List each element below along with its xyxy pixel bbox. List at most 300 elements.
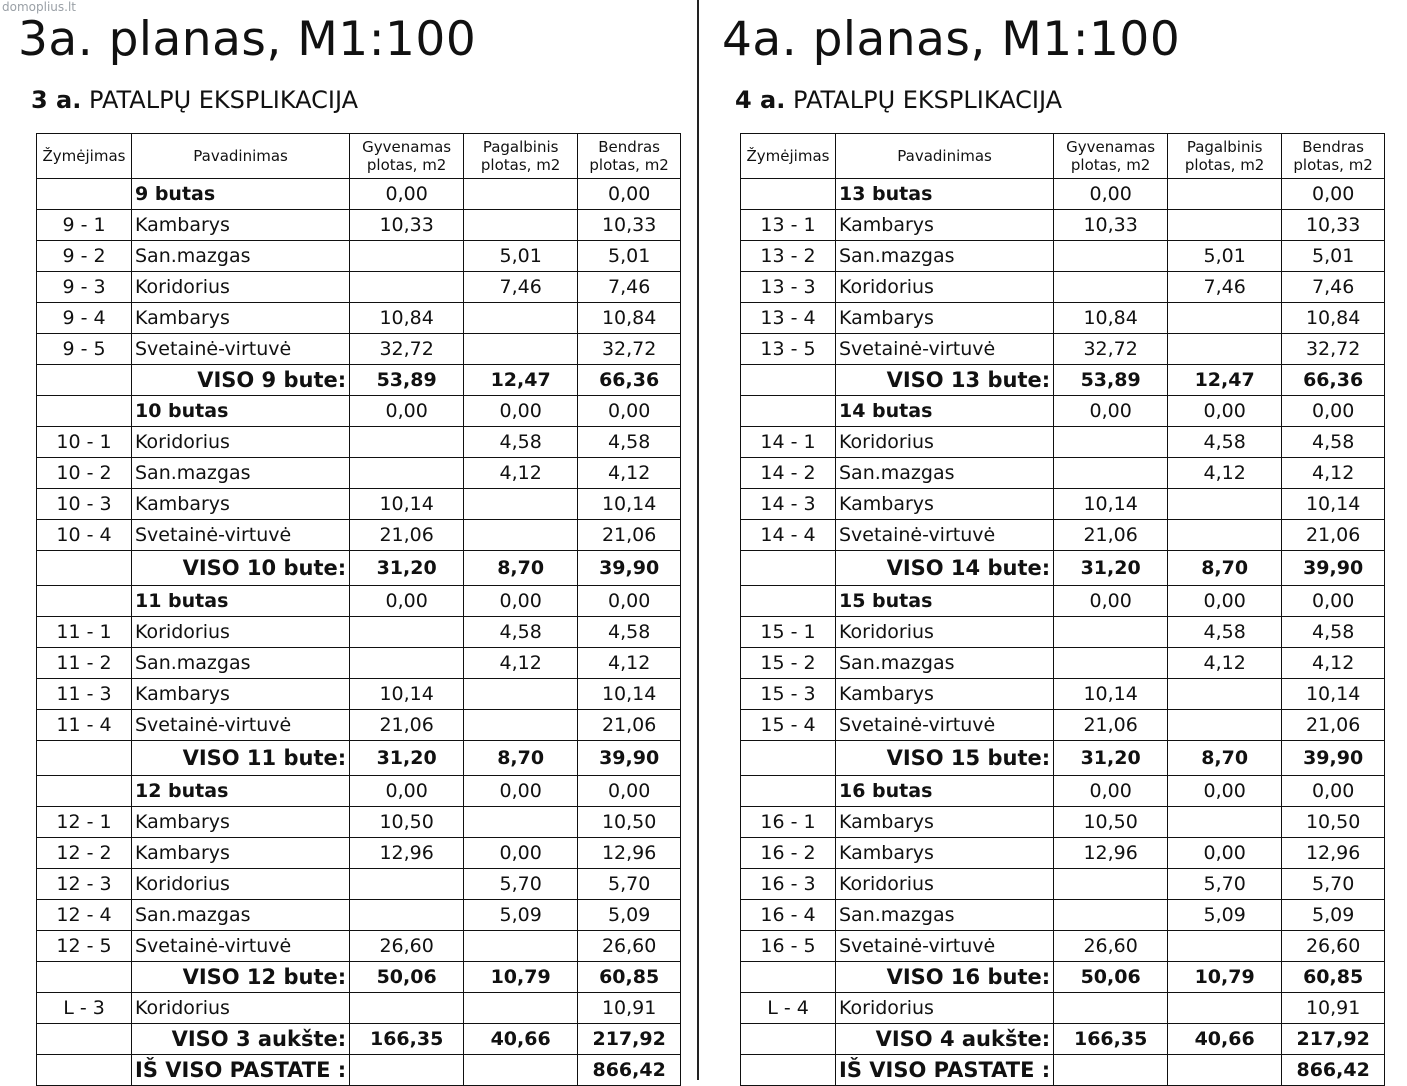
cell-auxiliary-area: 8,70 <box>1168 551 1282 586</box>
cell-total-area: 0,00 <box>578 776 681 807</box>
cell-code: 11 - 4 <box>37 710 132 741</box>
apartment-row <box>741 776 1385 807</box>
cell-name: Svetainė-virtuvė <box>132 931 350 962</box>
cell-code: L - 3 <box>37 993 132 1024</box>
header-auxiliary-area: Pagalbinis plotas, m2 <box>464 134 578 179</box>
total-row <box>37 1024 681 1055</box>
cell-name: Svetainė-virtuvė <box>132 520 350 551</box>
cell-auxiliary-area <box>1168 993 1282 1024</box>
cell-name: 13 butas <box>836 179 1054 210</box>
cell-name: VISO 13 bute: <box>836 365 1054 396</box>
cell-name: IŠ VISO PASTATE : <box>132 1055 350 1086</box>
cell-auxiliary-area <box>1168 179 1282 210</box>
cell-code <box>37 1024 132 1055</box>
cell-living-area: 53,89 <box>1054 365 1168 396</box>
total-row <box>37 365 681 396</box>
cell-auxiliary-area: 5,70 <box>1168 869 1282 900</box>
cell-total-area: 60,85 <box>578 962 681 993</box>
cell-code: 9 - 2 <box>37 241 132 272</box>
cell-name: Svetainė-virtuvė <box>132 710 350 741</box>
cell-auxiliary-area: 10,79 <box>464 962 578 993</box>
table-row <box>37 993 681 1024</box>
cell-total-area: 5,09 <box>1282 900 1385 931</box>
cell-total-area: 10,91 <box>1282 993 1385 1024</box>
explication-title <box>735 86 1062 114</box>
cell-code: 13 - 2 <box>741 241 836 272</box>
cell-code <box>37 396 132 427</box>
cell-living-area: 26,60 <box>350 931 464 962</box>
cell-auxiliary-area: 0,00 <box>464 776 578 807</box>
cell-living-area: 21,06 <box>1054 710 1168 741</box>
cell-auxiliary-area <box>464 520 578 551</box>
cell-auxiliary-area <box>1168 807 1282 838</box>
cell-auxiliary-area: 0,00 <box>1168 396 1282 427</box>
cell-total-area: 39,90 <box>1282 741 1385 776</box>
cell-living-area <box>1054 869 1168 900</box>
table-row <box>741 679 1385 710</box>
cell-name: Kambarys <box>836 303 1054 334</box>
cell-total-area: 4,58 <box>578 617 681 648</box>
cell-code <box>37 551 132 586</box>
cell-name: Svetainė-virtuvė <box>132 334 350 365</box>
cell-code <box>741 1024 836 1055</box>
cell-code: 9 - 3 <box>37 272 132 303</box>
cell-living-area <box>350 993 464 1024</box>
cell-total-area: 7,46 <box>1282 272 1385 303</box>
cell-auxiliary-area: 4,12 <box>464 648 578 679</box>
cell-total-area: 10,84 <box>578 303 681 334</box>
panel-4a <box>704 0 1404 1080</box>
cell-name: San.mazgas <box>836 900 1054 931</box>
cell-total-area: 866,42 <box>1282 1055 1385 1086</box>
table-row <box>37 241 681 272</box>
apartment-row <box>37 396 681 427</box>
cell-code: 12 - 5 <box>37 931 132 962</box>
cell-auxiliary-area: 5,09 <box>464 900 578 931</box>
header-living-area: Gyvenamas plotas, m2 <box>350 134 464 179</box>
cell-code: 9 - 1 <box>37 210 132 241</box>
header-living-area: Gyvenamas plotas, m2 <box>1054 134 1168 179</box>
table-row <box>37 710 681 741</box>
cell-name: Kambarys <box>836 679 1054 710</box>
cell-auxiliary-area: 0,00 <box>1168 838 1282 869</box>
cell-code: 15 - 2 <box>741 648 836 679</box>
cell-name: San.mazgas <box>836 648 1054 679</box>
cell-total-area: 39,90 <box>1282 551 1385 586</box>
cell-auxiliary-area: 4,58 <box>1168 617 1282 648</box>
cell-living-area: 50,06 <box>1054 962 1168 993</box>
cell-total-area: 7,46 <box>578 272 681 303</box>
total-row <box>741 741 1385 776</box>
cell-code <box>37 365 132 396</box>
table-row <box>37 931 681 962</box>
table-row <box>37 869 681 900</box>
cell-name: VISO 3 aukšte: <box>132 1024 350 1055</box>
cell-code: L - 4 <box>741 993 836 1024</box>
table-row <box>37 679 681 710</box>
cell-living-area: 21,06 <box>350 520 464 551</box>
cell-code: 11 - 2 <box>37 648 132 679</box>
cell-auxiliary-area: 4,12 <box>1168 648 1282 679</box>
cell-auxiliary-area: 5,09 <box>1168 900 1282 931</box>
cell-auxiliary-area: 5,70 <box>464 869 578 900</box>
explication-title <box>31 86 358 114</box>
header-name: Pavadinimas <box>132 134 350 179</box>
cell-code <box>37 586 132 617</box>
cell-living-area <box>1054 1055 1168 1086</box>
table-body <box>741 179 1385 1086</box>
cell-auxiliary-area <box>464 210 578 241</box>
cell-code <box>741 776 836 807</box>
cell-name: Koridorius <box>132 617 350 648</box>
cell-name: Koridorius <box>836 617 1054 648</box>
cell-total-area: 0,00 <box>1282 776 1385 807</box>
cell-name: Kambarys <box>836 807 1054 838</box>
cell-code <box>741 962 836 993</box>
cell-total-area: 10,91 <box>578 993 681 1024</box>
cell-living-area <box>1054 617 1168 648</box>
cell-code: 11 - 1 <box>37 617 132 648</box>
cell-total-area: 0,00 <box>1282 179 1385 210</box>
cell-auxiliary-area: 4,58 <box>1168 427 1282 458</box>
cell-total-area: 0,00 <box>578 396 681 427</box>
cell-total-area: 217,92 <box>1282 1024 1385 1055</box>
total-row <box>37 962 681 993</box>
cell-total-area: 866,42 <box>578 1055 681 1086</box>
cell-living-area: 10,14 <box>350 679 464 710</box>
table-row <box>741 458 1385 489</box>
cell-code: 12 - 4 <box>37 900 132 931</box>
cell-living-area: 12,96 <box>1054 838 1168 869</box>
cell-total-area: 10,84 <box>1282 303 1385 334</box>
cell-living-area <box>1054 427 1168 458</box>
table-row <box>741 303 1385 334</box>
cell-total-area: 4,58 <box>578 427 681 458</box>
cell-name: Koridorius <box>132 993 350 1024</box>
cell-code: 13 - 3 <box>741 272 836 303</box>
cell-code <box>741 365 836 396</box>
table-row <box>741 272 1385 303</box>
cell-auxiliary-area: 7,46 <box>1168 272 1282 303</box>
explication-table <box>36 133 681 1086</box>
cell-living-area: 31,20 <box>1054 551 1168 586</box>
cell-code: 16 - 2 <box>741 838 836 869</box>
cell-living-area: 0,00 <box>1054 776 1168 807</box>
cell-auxiliary-area: 0,00 <box>464 396 578 427</box>
cell-living-area: 0,00 <box>1054 179 1168 210</box>
cell-code <box>37 741 132 776</box>
cell-living-area <box>350 427 464 458</box>
floor-label: 4 a. <box>735 86 786 114</box>
cell-total-area: 4,12 <box>578 458 681 489</box>
cell-name: Koridorius <box>132 869 350 900</box>
table-row <box>741 241 1385 272</box>
cell-code <box>741 741 836 776</box>
cell-code: 10 - 1 <box>37 427 132 458</box>
table-row <box>37 648 681 679</box>
total-row <box>741 551 1385 586</box>
cell-code: 15 - 1 <box>741 617 836 648</box>
cell-code: 16 - 1 <box>741 807 836 838</box>
cell-total-area: 10,14 <box>578 679 681 710</box>
table-row <box>741 900 1385 931</box>
cell-name: Kambarys <box>836 489 1054 520</box>
header-name: Pavadinimas <box>836 134 1054 179</box>
cell-auxiliary-area: 12,47 <box>1168 365 1282 396</box>
cell-total-area: 217,92 <box>578 1024 681 1055</box>
cell-auxiliary-area <box>464 179 578 210</box>
cell-auxiliary-area: 0,00 <box>1168 586 1282 617</box>
table-row <box>741 838 1385 869</box>
cell-name: San.mazgas <box>132 648 350 679</box>
cell-code: 16 - 5 <box>741 931 836 962</box>
cell-auxiliary-area: 5,01 <box>1168 241 1282 272</box>
cell-name: Svetainė-virtuvė <box>836 334 1054 365</box>
total-row <box>741 365 1385 396</box>
cell-name: VISO 10 bute: <box>132 551 350 586</box>
cell-name: 9 butas <box>132 179 350 210</box>
cell-total-area: 4,58 <box>1282 427 1385 458</box>
cell-name: 11 butas <box>132 586 350 617</box>
cell-auxiliary-area: 4,12 <box>1168 458 1282 489</box>
cell-living-area: 21,06 <box>350 710 464 741</box>
cell-name: Kambarys <box>132 838 350 869</box>
cell-auxiliary-area: 12,47 <box>464 365 578 396</box>
cell-auxiliary-area <box>1168 1055 1282 1086</box>
cell-total-area: 32,72 <box>578 334 681 365</box>
cell-living-area: 32,72 <box>350 334 464 365</box>
cell-auxiliary-area <box>1168 334 1282 365</box>
cell-code: 13 - 1 <box>741 210 836 241</box>
cell-living-area: 31,20 <box>1054 741 1168 776</box>
table-row <box>37 617 681 648</box>
cell-living-area: 10,14 <box>1054 679 1168 710</box>
total-row <box>741 962 1385 993</box>
table-row <box>741 210 1385 241</box>
cell-name: Kambarys <box>132 679 350 710</box>
cell-living-area <box>350 1055 464 1086</box>
cell-code <box>37 962 132 993</box>
total-row <box>741 1055 1385 1086</box>
cell-name: 10 butas <box>132 396 350 427</box>
cell-auxiliary-area <box>1168 520 1282 551</box>
total-row <box>741 1024 1385 1055</box>
cell-living-area: 32,72 <box>1054 334 1168 365</box>
table-row <box>37 272 681 303</box>
cell-auxiliary-area <box>1168 303 1282 334</box>
cell-living-area <box>1054 900 1168 931</box>
apartment-row <box>37 179 681 210</box>
cell-code: 13 - 5 <box>741 334 836 365</box>
table-row <box>37 900 681 931</box>
cell-name: VISO 9 bute: <box>132 365 350 396</box>
total-row <box>37 1055 681 1086</box>
cell-name: San.mazgas <box>132 458 350 489</box>
cell-total-area: 60,85 <box>1282 962 1385 993</box>
cell-code <box>37 776 132 807</box>
cell-living-area <box>1054 272 1168 303</box>
cell-living-area: 10,33 <box>350 210 464 241</box>
cell-name: Kambarys <box>836 838 1054 869</box>
cell-auxiliary-area: 8,70 <box>464 741 578 776</box>
cell-living-area: 26,60 <box>1054 931 1168 962</box>
table-row <box>37 838 681 869</box>
cell-total-area: 10,14 <box>1282 679 1385 710</box>
cell-auxiliary-area: 5,01 <box>464 241 578 272</box>
cell-name: VISO 4 aukšte: <box>836 1024 1054 1055</box>
cell-total-area: 4,58 <box>1282 617 1385 648</box>
cell-name: Kambarys <box>132 807 350 838</box>
cell-living-area: 21,06 <box>1054 520 1168 551</box>
cell-total-area: 4,12 <box>578 648 681 679</box>
cell-code <box>741 179 836 210</box>
table-header-row <box>37 134 681 179</box>
cell-total-area: 26,60 <box>578 931 681 962</box>
header-auxiliary-area: Pagalbinis plotas, m2 <box>1168 134 1282 179</box>
table-row <box>37 303 681 334</box>
cell-living-area <box>350 272 464 303</box>
plan-title: 4a. planas, M1:100 <box>722 12 1181 67</box>
cell-name: VISO 15 bute: <box>836 741 1054 776</box>
cell-code: 14 - 3 <box>741 489 836 520</box>
cell-auxiliary-area <box>464 931 578 962</box>
cell-auxiliary-area: 40,66 <box>464 1024 578 1055</box>
cell-total-area: 21,06 <box>578 710 681 741</box>
cell-auxiliary-area <box>464 303 578 334</box>
cell-total-area: 21,06 <box>1282 520 1385 551</box>
cell-name: San.mazgas <box>836 241 1054 272</box>
table-header-row <box>741 134 1385 179</box>
cell-total-area: 4,12 <box>1282 648 1385 679</box>
table-row <box>37 458 681 489</box>
cell-auxiliary-area <box>1168 710 1282 741</box>
cell-auxiliary-area: 8,70 <box>1168 741 1282 776</box>
cell-total-area: 12,96 <box>578 838 681 869</box>
cell-total-area: 0,00 <box>1282 396 1385 427</box>
cell-auxiliary-area: 4,58 <box>464 617 578 648</box>
cell-code: 10 - 2 <box>37 458 132 489</box>
cell-code: 9 - 4 <box>37 303 132 334</box>
cell-living-area: 10,14 <box>350 489 464 520</box>
table-row <box>741 617 1385 648</box>
cell-living-area: 10,84 <box>1054 303 1168 334</box>
explication-label: PATALPŲ EKSPLIKACIJA <box>89 86 359 114</box>
cell-name: 15 butas <box>836 586 1054 617</box>
cell-code <box>37 1055 132 1086</box>
header-total-area: Bendras plotas, m2 <box>1282 134 1385 179</box>
cell-total-area: 10,50 <box>1282 807 1385 838</box>
explication-table <box>740 133 1385 1086</box>
cell-code: 16 - 4 <box>741 900 836 931</box>
cell-total-area: 5,01 <box>1282 241 1385 272</box>
cell-living-area: 10,84 <box>350 303 464 334</box>
cell-name: Koridorius <box>836 272 1054 303</box>
cell-living-area: 31,20 <box>350 551 464 586</box>
cell-living-area: 166,35 <box>350 1024 464 1055</box>
cell-auxiliary-area: 40,66 <box>1168 1024 1282 1055</box>
cell-code: 15 - 4 <box>741 710 836 741</box>
cell-auxiliary-area <box>464 489 578 520</box>
cell-code <box>741 396 836 427</box>
cell-living-area <box>1054 458 1168 489</box>
table-row <box>741 334 1385 365</box>
cell-name: VISO 16 bute: <box>836 962 1054 993</box>
cell-living-area: 10,50 <box>350 807 464 838</box>
cell-auxiliary-area <box>464 334 578 365</box>
cell-auxiliary-area <box>1168 210 1282 241</box>
cell-living-area <box>1054 993 1168 1024</box>
cell-auxiliary-area: 4,12 <box>464 458 578 489</box>
cell-living-area <box>350 900 464 931</box>
cell-auxiliary-area <box>1168 679 1282 710</box>
cell-name: Kambarys <box>132 489 350 520</box>
cell-name: IŠ VISO PASTATE : <box>836 1055 1054 1086</box>
table-row <box>37 520 681 551</box>
explication-label: PATALPŲ EKSPLIKACIJA <box>793 86 1063 114</box>
cell-auxiliary-area: 0,00 <box>464 586 578 617</box>
table-row <box>37 427 681 458</box>
cell-living-area <box>350 458 464 489</box>
cell-name: Koridorius <box>836 427 1054 458</box>
cell-name: 14 butas <box>836 396 1054 427</box>
cell-auxiliary-area <box>464 1055 578 1086</box>
cell-living-area: 10,50 <box>1054 807 1168 838</box>
cell-total-area: 21,06 <box>1282 710 1385 741</box>
cell-code: 12 - 3 <box>37 869 132 900</box>
table-row <box>741 427 1385 458</box>
cell-total-area: 5,70 <box>578 869 681 900</box>
table-row <box>741 489 1385 520</box>
cell-living-area: 10,14 <box>1054 489 1168 520</box>
header-code: Žymėjimas <box>37 134 132 179</box>
table-row <box>37 210 681 241</box>
cell-total-area: 0,00 <box>1282 586 1385 617</box>
cell-name: 16 butas <box>836 776 1054 807</box>
cell-total-area: 66,36 <box>1282 365 1385 396</box>
cell-total-area: 26,60 <box>1282 931 1385 962</box>
cell-name: Kambarys <box>132 210 350 241</box>
cell-living-area: 53,89 <box>350 365 464 396</box>
cell-total-area: 39,90 <box>578 741 681 776</box>
panel-3a <box>0 0 700 1080</box>
cell-name: 12 butas <box>132 776 350 807</box>
cell-name: San.mazgas <box>836 458 1054 489</box>
cell-code: 10 - 3 <box>37 489 132 520</box>
cell-total-area: 12,96 <box>1282 838 1385 869</box>
cell-name: Koridorius <box>836 869 1054 900</box>
table-row <box>741 993 1385 1024</box>
cell-living-area: 0,00 <box>350 776 464 807</box>
cell-code <box>741 1055 836 1086</box>
cell-name: San.mazgas <box>132 241 350 272</box>
cell-code: 12 - 2 <box>37 838 132 869</box>
cell-living-area <box>350 869 464 900</box>
apartment-row <box>741 396 1385 427</box>
cell-code <box>741 586 836 617</box>
cell-living-area: 31,20 <box>350 741 464 776</box>
cell-auxiliary-area <box>464 679 578 710</box>
cell-living-area: 166,35 <box>1054 1024 1168 1055</box>
total-row <box>37 551 681 586</box>
total-row <box>37 741 681 776</box>
table-row <box>741 648 1385 679</box>
table-row <box>37 334 681 365</box>
watermark-text: domoplius.lt <box>2 0 76 14</box>
table-row <box>741 710 1385 741</box>
header-code: Žymėjimas <box>741 134 836 179</box>
table-row <box>37 489 681 520</box>
cell-living-area: 0,00 <box>350 179 464 210</box>
